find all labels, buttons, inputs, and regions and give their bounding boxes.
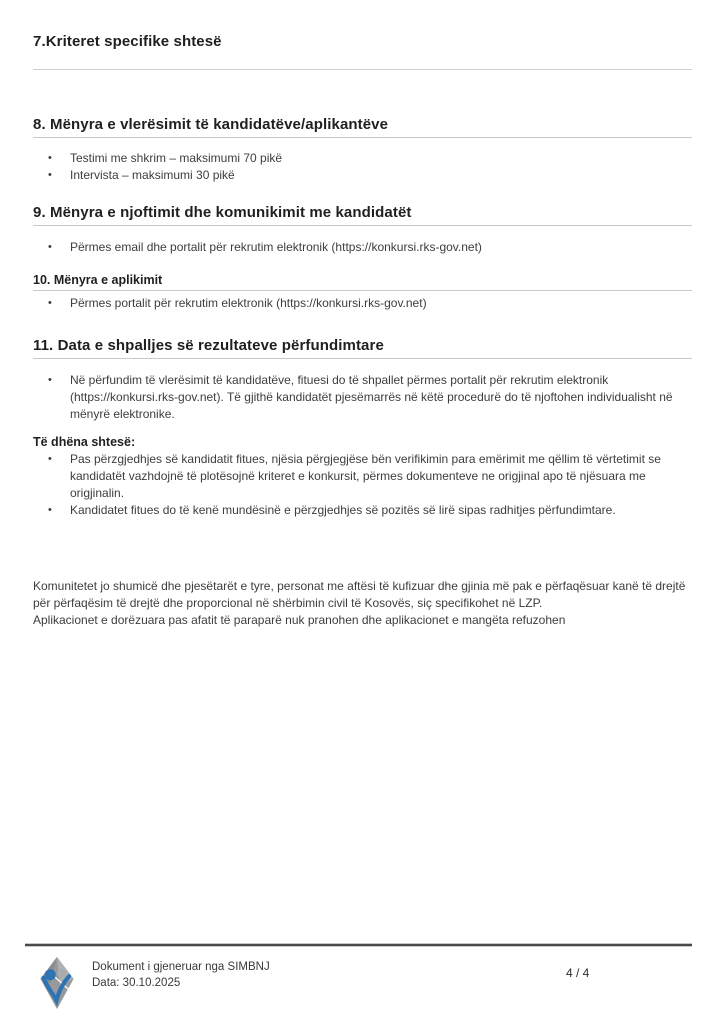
list-item: • Pas përzgjedhjes së kandidatit fitues, njësia përgjegjëse bën verifikimin para emërimit me qëllim të vërtetimit se kandidatët vazhdojnë të plotësojnë kriteret e konkursit, përmes dokumenteve ne origjinal apo të njësuara me origjinalin. [33,451,692,502]
section-8-heading: 8. Mënyra e vlerësimit të kandidatëve/aplikantëve [33,116,692,138]
document-content [0,33,725,629]
page-footer [0,943,725,1010]
list-item: • Testimi me shkrim – maksimumi 70 pikë [33,150,692,167]
list-item: • Në përfundim të vlerësimit të kandidatëve, fituesi do të shpallet përmes portalit për rekrutim elektronik (https://konkursi.rks-gov.net). Të gjithë kandidatët pjesëmarrës në këtë procedurë do të njoftohen individualisht në mënyrë elektronike. [33,372,692,423]
section-11-heading: 11. Data e shpalljes së rezultateve përfundimtare [33,337,692,359]
additional-data-list [33,451,692,519]
footer-divider [25,943,692,947]
closing-paragraph: Aplikacionet e dorëzuara pas afatit të paraparë nuk pranohen dhe aplikacionet e mangëta refuzohen [33,613,566,627]
page-number: 4 / 4 [566,966,590,980]
footer-text-block [92,959,270,991]
list-item: • Intervista – maksimumi 30 pikë [33,167,692,184]
section-7-divider [33,69,692,70]
section-10-heading: 10. Mënyra e aplikimit [33,273,692,291]
simbnj-logo-icon [36,956,78,1010]
section-10-list [33,295,692,312]
section-7-heading: 7.Kriteret specifike shtesë [33,33,222,50]
list-item: • Përmes email dhe portalit për rekrutim elektronik (https://konkursi.rks-gov.net) [33,239,692,256]
footer-row [0,959,725,1010]
footer-date-text: Data: 30.10.2025 [92,977,181,989]
section-9-list [33,239,692,256]
footer-generated-text: Dokument i gjeneruar nga SIMBNJ [92,961,270,973]
section-8-list [33,150,692,184]
section-9-heading: 9. Mënyra e njoftimit dhe komunikimit me kandidatët [33,204,692,226]
list-item: • Kandidatet fitues do të kenë mundësinë e përzgjedhjes së pozitës së lirë sipas radhitjes përfundimtare. [33,502,692,519]
closing-paragraphs [33,578,692,629]
list-item: • Përmes portalit për rekrutim elektronik (https://konkursi.rks-gov.net) [33,295,692,312]
closing-paragraph: Komunitetet jo shumicë dhe pjesëtarët e tyre, personat me aftësi të kufizuar dhe gjinia më pak e përfaqësuar kanë të drejtë për përfaqësim të drejtë dhe proporcional në shërbimin civil të Kosovës, siç specifikohet në LZP. [33,579,686,610]
section-11-list [33,372,692,423]
additional-data-heading: Të dhëna shtesë: [33,435,136,449]
